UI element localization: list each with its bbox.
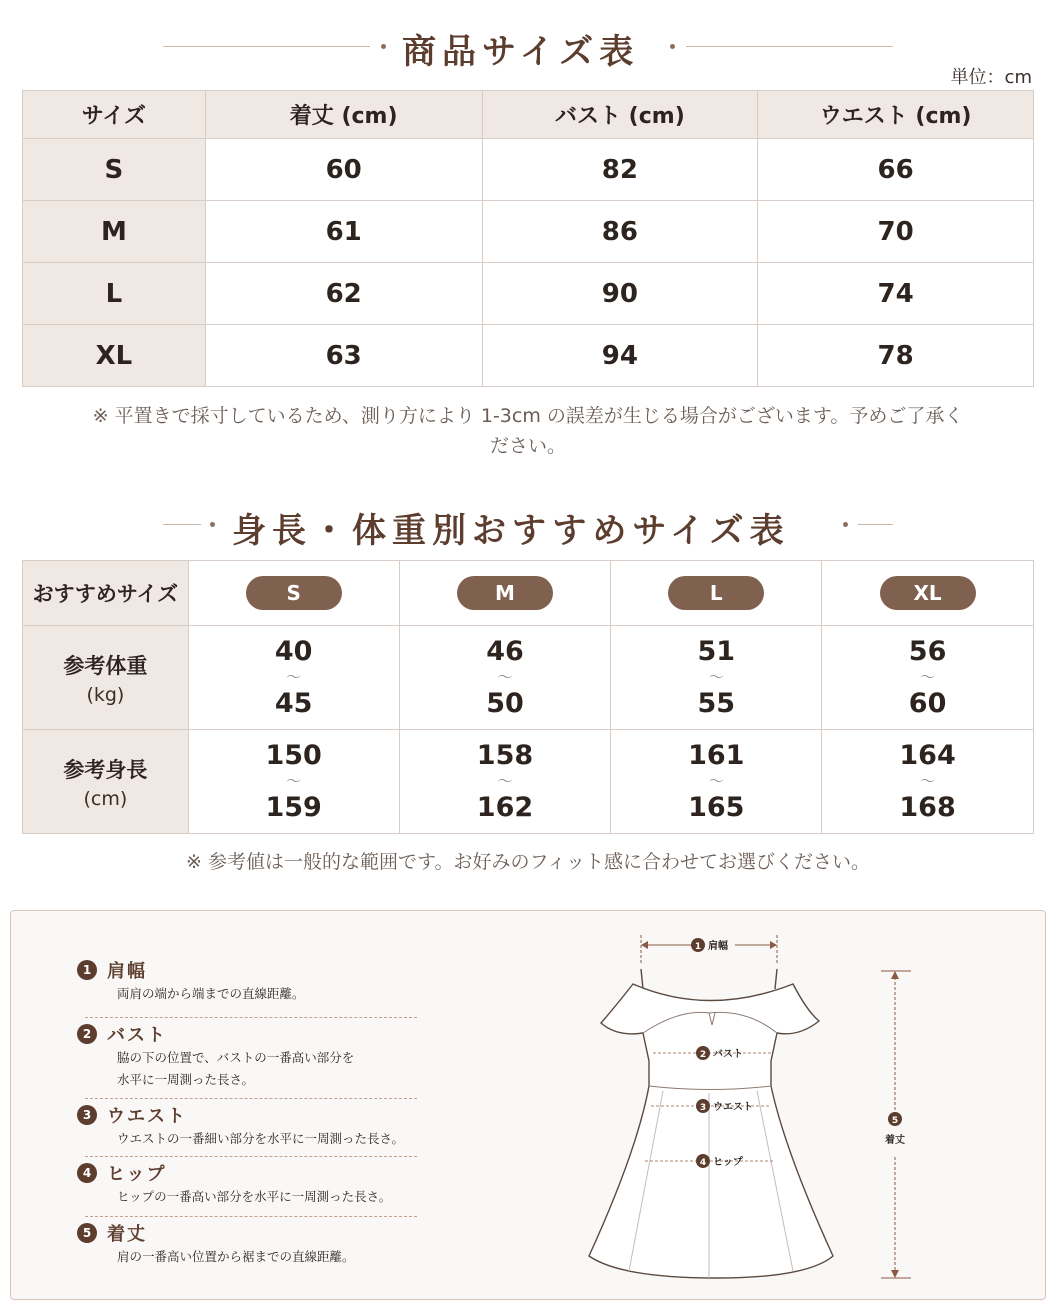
measure-item-waist <box>77 1102 417 1150</box>
number-badge: 4 <box>77 1163 97 1183</box>
height-range <box>188 730 399 834</box>
range-tilde: ～ <box>920 668 936 686</box>
range-from: 164 <box>899 740 956 771</box>
dress-outline <box>589 969 833 1278</box>
range-from: 161 <box>688 740 745 771</box>
shoulder-measure <box>641 935 777 965</box>
bust-cell: 90 <box>482 263 758 325</box>
range-to: 162 <box>476 792 534 823</box>
title-left-dot <box>381 44 386 49</box>
height-label: 参考身長 <box>63 757 148 782</box>
range-tilde: ～ <box>920 772 936 790</box>
height-range <box>822 730 1034 834</box>
weight-header <box>23 626 189 730</box>
measure-item-title: ヒップ <box>107 1164 167 1185</box>
weight-range <box>188 626 399 730</box>
range-from: 150 <box>265 740 322 771</box>
range-tilde: ～ <box>286 668 302 686</box>
length-measure <box>881 971 911 1278</box>
divider <box>85 1098 417 1099</box>
height-header <box>23 730 189 834</box>
range-tilde: ～ <box>708 668 724 686</box>
table-row <box>23 201 1034 263</box>
length-cell: 62 <box>205 263 482 325</box>
measure-item-desc: 肩の一番高い位置から裾までの直線距離。 <box>117 1249 355 1264</box>
range-to: 159 <box>265 792 322 823</box>
recommend-size-header: おすすめサイズ <box>23 561 189 626</box>
number-badge: 5 <box>77 1223 97 1243</box>
range-to: 165 <box>688 792 745 823</box>
bust-cell: 86 <box>482 201 758 263</box>
size-chart-note-line2: ださい。 <box>489 435 566 457</box>
measure-item-length <box>77 1220 417 1268</box>
title-right-line <box>686 46 893 47</box>
range-to: 45 <box>274 688 313 719</box>
measure-item-bust <box>77 1021 417 1091</box>
waist-cell: 70 <box>758 201 1034 263</box>
bust-cell: 94 <box>482 325 758 387</box>
length-cell: 60 <box>205 139 482 201</box>
title-right-dot <box>843 522 848 527</box>
recommend-size-row <box>23 561 1034 626</box>
height-range <box>399 730 611 834</box>
recommend-note: ※ 参考値は一般的な範囲です。お好みのフィット感に合わせてお選びください。 <box>186 851 870 873</box>
waist-cell: 74 <box>758 263 1034 325</box>
range-from: 56 <box>908 636 947 667</box>
waist-cell: 66 <box>758 139 1034 201</box>
size-pill-cell <box>399 561 611 626</box>
waist-cell: 78 <box>758 325 1034 387</box>
header-length: 着丈 (cm) <box>205 91 482 139</box>
table-row <box>23 139 1034 201</box>
range-from: 46 <box>486 636 524 667</box>
measure-item-title: 着丈 <box>107 1224 147 1245</box>
table-row <box>23 263 1034 325</box>
size-table <box>22 90 1034 387</box>
size-pill: M <box>457 576 553 610</box>
size-cell: M <box>23 201 206 263</box>
height-row <box>23 730 1034 834</box>
measure-item-shoulder <box>77 957 417 1005</box>
number-badge: 2 <box>77 1024 97 1044</box>
size-pill-cell <box>822 561 1034 626</box>
length-cell: 61 <box>205 201 482 263</box>
divider <box>85 1017 417 1018</box>
svg-text:4: 4 <box>699 1158 707 1168</box>
measure-item-title: ウエスト <box>107 1106 187 1127</box>
range-to: 60 <box>908 688 947 719</box>
title-left-line <box>163 524 201 525</box>
measure-item-title: バスト <box>107 1025 167 1046</box>
size-table-header-row <box>23 91 1034 139</box>
weight-range <box>822 626 1034 730</box>
size-cell: XL <box>23 325 206 387</box>
range-tilde: ～ <box>708 772 724 790</box>
svg-text:1: 1 <box>694 942 702 952</box>
measure-item-hip <box>77 1160 417 1208</box>
size-cell: S <box>23 139 206 201</box>
range-from: 158 <box>476 740 534 771</box>
size-pill: XL <box>880 576 976 610</box>
measure-guide-panel <box>10 910 1046 1300</box>
size-chart-title: 商品サイズ表 <box>402 32 640 72</box>
measure-item-desc: 水平に一周測った長さ。 <box>117 1072 255 1087</box>
weight-label: 参考体重 <box>63 653 148 678</box>
weight-unit: (kg) <box>86 683 125 706</box>
size-pill: L <box>668 576 764 610</box>
recommend-table <box>22 560 1034 834</box>
diagram-label-length: 着丈 <box>885 1135 905 1146</box>
header-bust: バスト (cm) <box>482 91 758 139</box>
bust-cell: 82 <box>482 139 758 201</box>
size-pill-cell <box>611 561 822 626</box>
size-chart-note-line1: ※ 平置きで採寸しているため、測り方により 1-3cm の誤差が生じる場合がございます。予めご了承く <box>92 405 964 427</box>
size-pill-cell <box>188 561 399 626</box>
header-waist: ウエスト (cm) <box>758 91 1034 139</box>
title-left-dot <box>210 522 215 527</box>
diagram-label-shoulder: 肩幅 <box>708 941 728 952</box>
size-pill: S <box>246 576 342 610</box>
range-from: 51 <box>697 636 736 667</box>
range-to: 55 <box>697 688 736 719</box>
measure-item-title: 肩幅 <box>107 961 147 982</box>
unit-label: 単位：cm <box>950 67 1032 88</box>
measure-item-desc: 両肩の端から端までの直線距離。 <box>117 986 305 1001</box>
recommend-title: 身長・体重別おすすめサイズ表 <box>232 511 790 551</box>
divider <box>85 1216 417 1217</box>
divider <box>85 1156 417 1157</box>
size-cell: L <box>23 263 206 325</box>
size-chart-note <box>40 401 1016 461</box>
length-cell: 63 <box>205 325 482 387</box>
svg-text:5: 5 <box>891 1116 899 1126</box>
measure-item-desc: ウエストの一番細い部分を水平に一周測った長さ。 <box>117 1131 405 1146</box>
range-tilde: ～ <box>497 668 513 686</box>
range-to: 50 <box>486 688 524 719</box>
range-from: 40 <box>274 636 313 667</box>
measure-item-desc: ヒップの一番高い部分を水平に一周測った長さ。 <box>117 1189 392 1204</box>
height-range <box>611 730 822 834</box>
svg-text:2: 2 <box>699 1050 707 1060</box>
weight-range <box>399 626 611 730</box>
title-right-line <box>858 524 893 525</box>
title-right-dot <box>670 44 675 49</box>
header-size: サイズ <box>23 91 206 139</box>
weight-row <box>23 626 1034 730</box>
table-row <box>23 325 1034 387</box>
diagram-label-bust: バスト <box>713 1049 743 1060</box>
title-left-line <box>163 46 370 47</box>
range-tilde: ～ <box>286 772 302 790</box>
number-badge: 1 <box>77 960 97 980</box>
range-to: 168 <box>899 792 956 823</box>
diagram-label-hip: ヒップ <box>713 1157 743 1168</box>
height-unit: (cm) <box>83 787 128 810</box>
measure-item-desc: 脇の下の位置で、バストの一番高い部分を <box>117 1050 355 1065</box>
range-tilde: ～ <box>497 772 513 790</box>
dress-diagram <box>571 921 971 1301</box>
weight-range <box>611 626 822 730</box>
diagram-label-waist: ウエスト <box>713 1102 753 1113</box>
svg-text:3: 3 <box>699 1103 707 1113</box>
number-badge: 3 <box>77 1105 97 1125</box>
